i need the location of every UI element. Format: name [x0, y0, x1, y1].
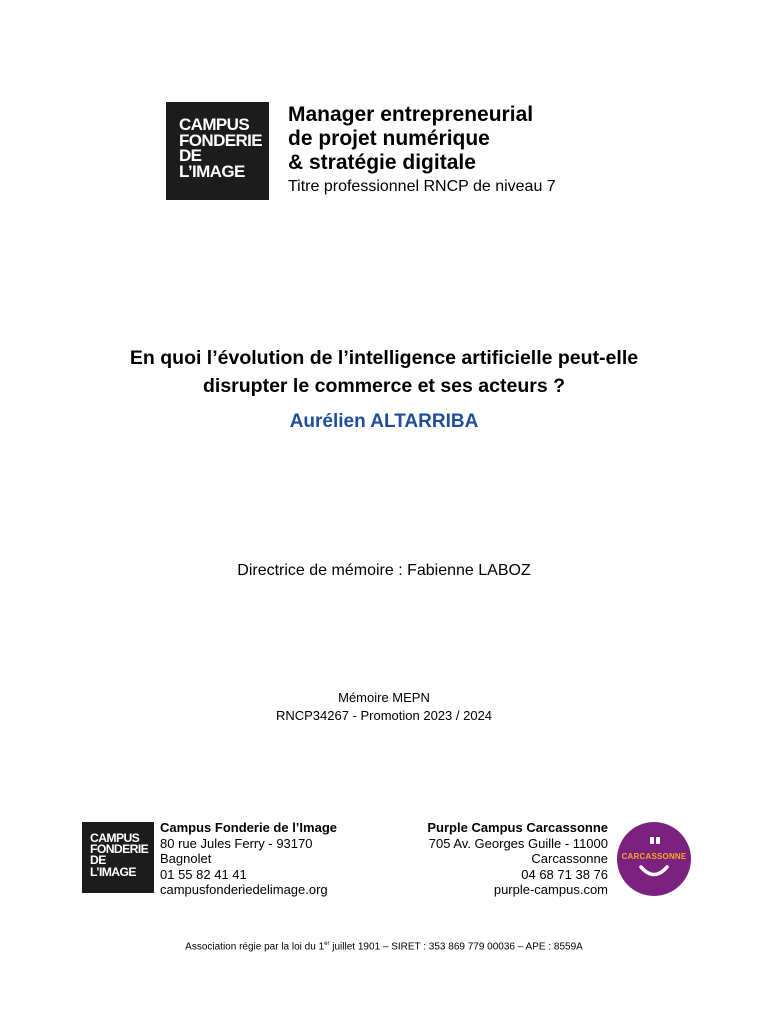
website-link[interactable]: purple-campus.com: [493, 882, 608, 897]
logo-line: FONDERIE: [179, 130, 263, 150]
logo-line: CAMPUS: [179, 115, 250, 134]
campus-name: Campus Fonderie de l’Image: [160, 820, 337, 835]
thesis-title-line: disrupter le commerce et ses acteurs ?: [203, 375, 565, 397]
address-line: Carcassonne: [531, 851, 608, 866]
memoire-line: Mémoire MEPN: [338, 690, 430, 705]
address-line: 80 rue Jules Ferry - 93170: [160, 835, 313, 851]
footer-campus-fonderie-logo: [82, 822, 154, 893]
legal-notice: [0, 941, 768, 952]
address-line: Bagnolet: [160, 851, 212, 866]
campus-fonderie-logo: [166, 102, 269, 200]
thesis-title-line: En quoi l’évolution de l’intelligence artificielle peut-elle: [129, 347, 639, 369]
author-name: Aurélien ALTARRIBA: [289, 411, 479, 432]
logo-line: L’IMAGE: [179, 161, 245, 181]
program-title: [288, 103, 533, 175]
thesis-director: Directrice de mémoire : Fabienne LABOZ: [237, 562, 531, 579]
program-subtitle: Titre professionnel RNCP de niveau 7: [288, 178, 556, 195]
memoire-info: [0, 689, 768, 725]
legal-sup: er: [324, 941, 330, 947]
purple-campus-logo: [617, 822, 691, 896]
legal-text: juillet 1901 – SIRET : 353 869 779 00036 – APE : 8559A: [329, 941, 583, 953]
program-title-line: Manager entrepreneurial: [288, 103, 534, 126]
campus-name: Purple Campus Carcassonne: [427, 820, 608, 835]
program-title-line: & stratégie digitale: [288, 151, 476, 174]
logo-line: FONDERIE: [90, 842, 149, 857]
phone: 01 55 82 41 41: [160, 866, 247, 882]
program-title-line: de projet numérique: [288, 127, 490, 150]
website-link[interactable]: campusfonderiedelimage.org: [160, 882, 328, 897]
phone: 04 68 71 38 76: [521, 866, 608, 882]
logo-city: CARCASSONNE: [621, 852, 687, 861]
thesis-title: [60, 344, 708, 400]
footer-left-contact: [160, 820, 337, 898]
footer-right-contact: [427, 820, 608, 898]
legal-text: Association régie par la loi du 1: [185, 941, 325, 953]
logo-line: DE: [90, 853, 106, 868]
memoire-line: RNCP34267 - Promotion 2023 / 2024: [275, 708, 493, 723]
logo-line: CAMPUS: [90, 831, 140, 845]
address-line: 705 Av. Georges Guille - 11000: [428, 835, 608, 851]
logo-line: L’IMAGE: [90, 864, 136, 879]
logo-line: DE: [179, 146, 202, 166]
